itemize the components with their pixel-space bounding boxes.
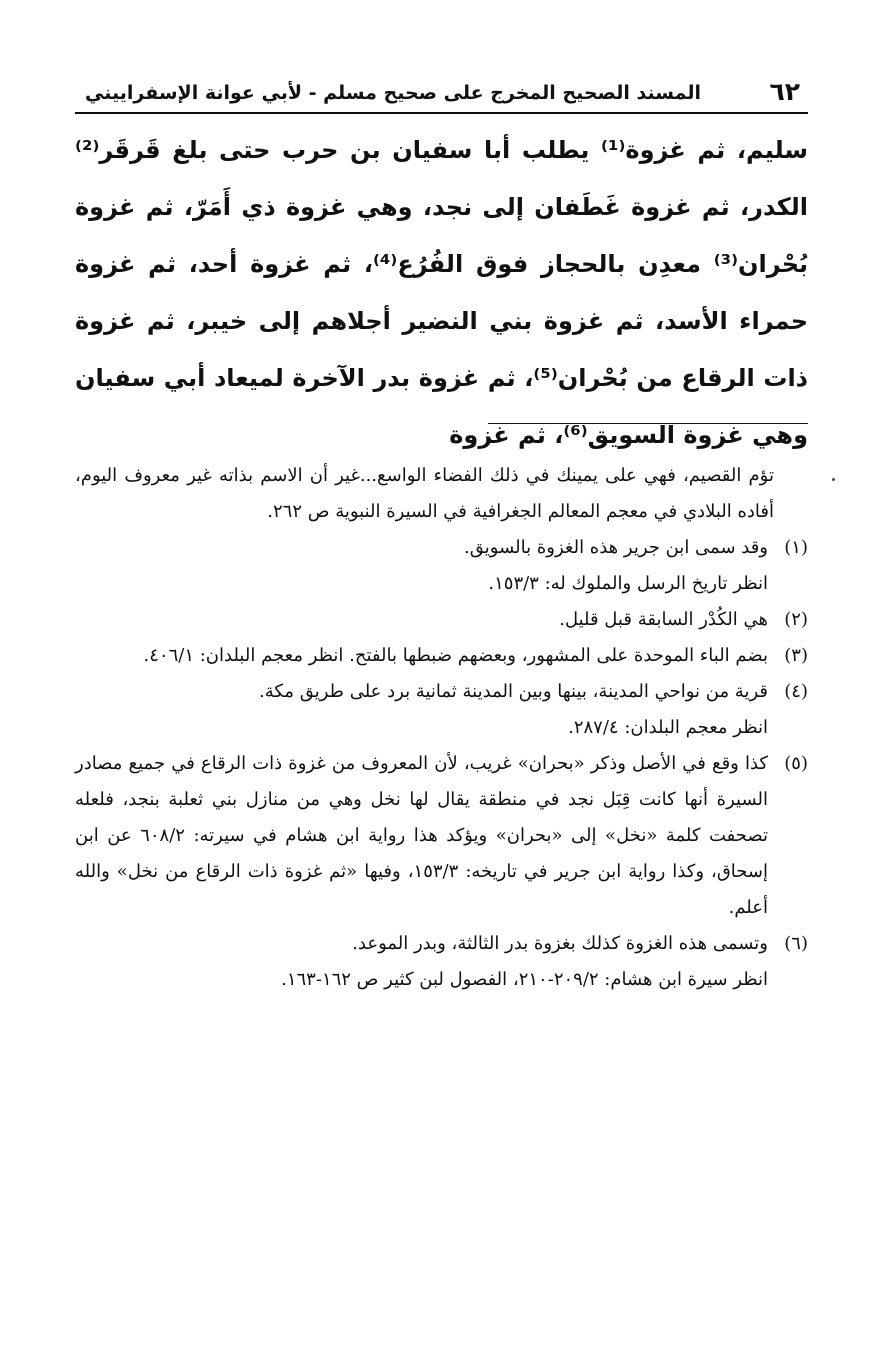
footnote-number: (٦) — [784, 933, 808, 954]
footnote-line: وتسمى هذه الغزوة كذلك بغزوة بدر الثالثة، وبدر الموعد. — [352, 933, 768, 954]
footnote-line: انظر معجم البلدان: ٢٨٧/٤. — [568, 717, 768, 738]
footnote-line: وقد سمى ابن جرير هذه الغزوة بالسويق. — [464, 537, 768, 558]
footnote-2 — [75, 602, 808, 638]
footnote-6 — [75, 926, 808, 998]
footnote-1 — [75, 530, 808, 602]
footnote-5 — [75, 746, 808, 926]
footnote-number: (٥) — [784, 753, 808, 774]
footnotes — [75, 458, 808, 998]
footnote-line: قرية من نواحي المدينة، بينها وبين المدينة ثمانية برد على طريق مكة. — [259, 681, 768, 702]
footnote-line: انظر تاريخ الرسل والملوك له: ١٥٣/٣. — [488, 573, 768, 594]
footnote-4 — [75, 674, 808, 746]
footnote-number: (٢) — [784, 609, 808, 630]
footnote-number: (٤) — [784, 681, 808, 702]
page-header — [75, 70, 808, 114]
footnote-line: بضم الباء الموحدة على المشهور، وبعضهم ضبطها بالفتح. انظر معجم البلدان: ٤٠٦/١. — [143, 645, 768, 666]
footnote-separator — [488, 423, 808, 424]
margin-dot — [832, 478, 835, 481]
footnote-number: (١) — [784, 537, 808, 558]
footnote-continuation: تؤم القصيم، فهي على يمينك في ذلك الفضاء الواسع...غير أن الاسم بذاته غير معروف اليوم، أفاده البلادي في معجم المعالم الجغرافية في السيرة النبوية ص ٢٦٢. — [75, 465, 774, 522]
footnote-3 — [75, 638, 808, 674]
footnote-line: انظر سيرة ابن هشام: ٢٠٩/٢-٢١٠، الفصول لبن كثير ص ١٦٢-١٦٣. — [281, 969, 768, 990]
running-title: المسند الصحيح المخرج على صحيح مسلم - لأبي عوانة الإسفراييني — [85, 82, 701, 104]
page-number: ٦٢ — [769, 77, 800, 106]
main-text — [75, 122, 808, 464]
footnote-line: كذا وقع في الأصل وذكر «بحران» غريب، لأن المعروف من غزوة ذات الرقاع في جميع مصادر السيرة أنها كانت قِبَل نجد في منطقة يقال لها نخل وهي من منازل بني ثعلبة بنجد، فلعله تصحفت كلمة «نخل» إلى «بحران» ويؤكد هذا رواية ابن هشام في سيرته: ٦٠٨/٢ عن ابن إسحاق، وكذا رواية ابن جرير في تاريخه: ١٥٣/٣، وفيها «ثم غزوة ذات الرقاع من نخل» والله أعلم. — [75, 753, 768, 918]
footnote-number: (٣) — [784, 645, 808, 666]
footnote-line: هي الكُدْر السابقة قبل قليل. — [559, 609, 768, 630]
main-paragraph: سليم، ثم غزوة⁽¹⁾ يطلب أبا سفيان بن حرب حتى بلغ قَرقَر⁽²⁾ الكدر، ثم غزوة غَطَفان إلى نجد، وهي غزوة ذي أَمَرّ، ثم غزوة بُحْران⁽³⁾ معدِن بالحجاز فوق الفُرُع⁽⁴⁾، ثم غزوة أحد، ثم غزوة حمراء الأسد، ثم غزوة بني النضير أجلاهم إلى خيبر، ثم غزوة ذات الرقاع من بُحْران⁽⁵⁾، ثم غزوة بدر الآخرة لميعاد أبي سفيان وهي غزوة السويق⁽⁶⁾، ثم غزوة — [75, 136, 809, 449]
